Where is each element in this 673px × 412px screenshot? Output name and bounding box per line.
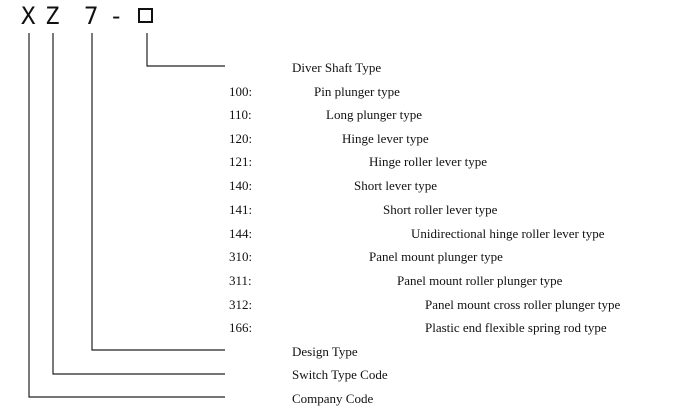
option-desc: Hinge lever type xyxy=(342,131,429,146)
option-code: 310: xyxy=(229,249,253,264)
option-code: 166: xyxy=(229,320,253,335)
option-desc: Panel mount plunger type xyxy=(369,249,503,264)
option-desc: Pin plunger type xyxy=(314,84,400,99)
option-desc: Short lever type xyxy=(354,178,438,193)
label-switch-type-code: Switch Type Code xyxy=(292,367,388,382)
code-char-7: 7 xyxy=(84,2,99,30)
option-desc: Short roller lever type xyxy=(383,202,498,217)
code-char-z: Z xyxy=(45,2,60,30)
option-code: 100: xyxy=(229,84,253,99)
option-desc: Long plunger type xyxy=(326,107,423,122)
connector-company-code xyxy=(29,33,225,397)
option-desc: Unidirectional hinge roller lever type xyxy=(411,226,605,241)
option-code: 140: xyxy=(229,178,253,193)
connector-shaft-type xyxy=(147,33,225,66)
shaft-type-placeholder-box xyxy=(138,8,153,23)
code-char-x: X xyxy=(21,2,36,30)
connector-design-type xyxy=(92,33,225,350)
option-desc: Hinge roller lever type xyxy=(369,154,488,169)
option-code: 110: xyxy=(229,107,252,122)
option-code: 312: xyxy=(229,297,253,312)
label-diver-shaft-type: Diver Shaft Type xyxy=(292,60,382,75)
code-char-dash: - xyxy=(109,2,124,30)
connector-switch-type-code xyxy=(53,33,225,374)
option-desc: Panel mount cross roller plunger type xyxy=(425,297,621,312)
option-desc: Plastic end flexible spring rod type xyxy=(425,320,607,335)
option-code: 311: xyxy=(229,273,252,288)
label-design-type: Design Type xyxy=(292,344,358,359)
label-company-code: Company Code xyxy=(292,391,374,406)
option-desc: Panel mount roller plunger type xyxy=(397,273,563,288)
option-code: 141: xyxy=(229,202,253,217)
option-code: 144: xyxy=(229,226,253,241)
option-code: 121: xyxy=(229,154,253,169)
option-code: 120: xyxy=(229,131,253,146)
